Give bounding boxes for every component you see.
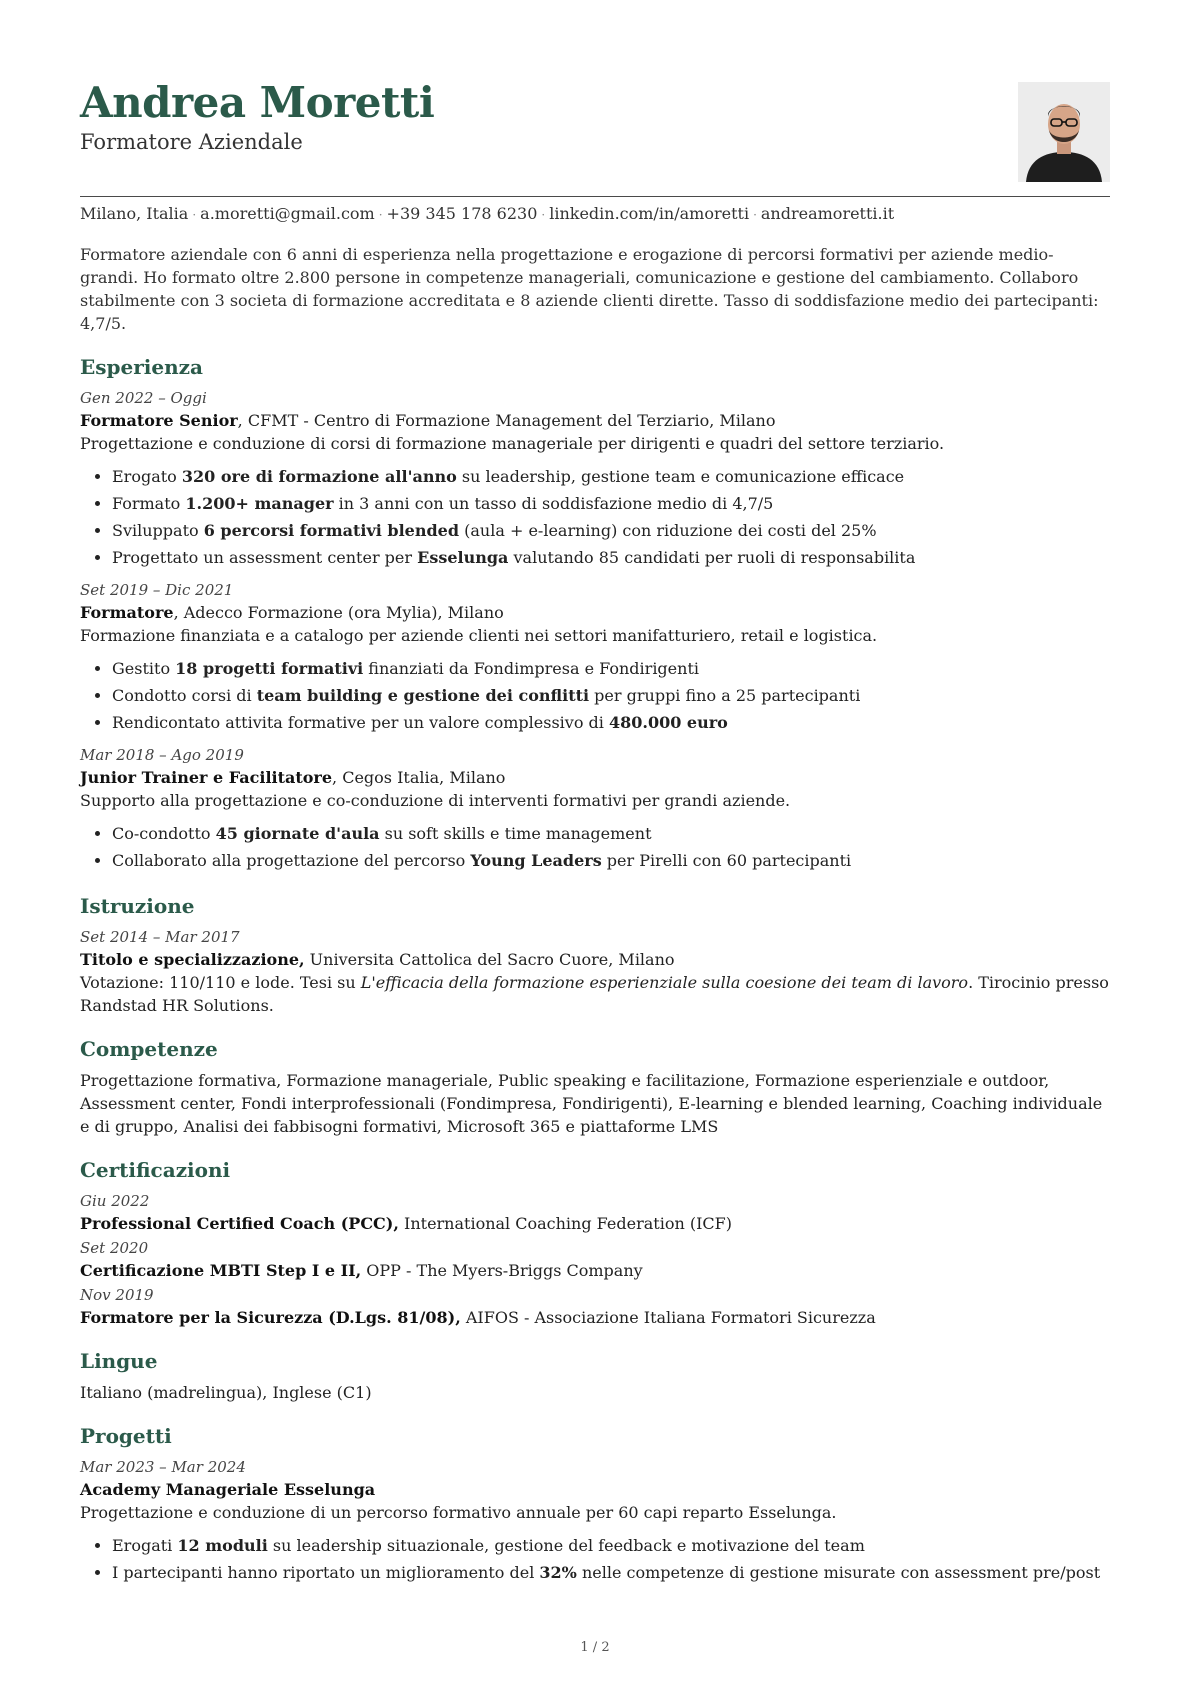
contact-phone[interactable]: +39 345 178 6230: [386, 204, 538, 223]
contact-website[interactable]: andreamoretti.it: [760, 204, 895, 223]
separator: ·: [541, 208, 546, 222]
resume-header: [80, 80, 1110, 197]
entry-heading: Professional Certified Coach (PCC), International Coaching Federation (ICF): [80, 1214, 732, 1233]
list-item: • Formato 1.200+ manager in 3 anni con un tasso di soddisfazione medio di 4,7/5: [112, 490, 1110, 517]
entry-heading: [80, 409, 1110, 432]
section-title-education: Istruzione: [80, 894, 195, 918]
entry-title: Titolo e specializzazione,: [80, 950, 305, 969]
skills-text: Progettazione formativa, Formazione manageriale, Public speaking e facilitazione, Formazione esperienziale e outdoor, Assessment center, Fondi interprofessionali (Fondimpresa, Fondirigenti), E-learning e blended learning, Coaching individuale e di gruppo, Analisi dei fabbisogni formativi, Microsoft 365 e piattaforme LMS: [80, 1071, 1103, 1136]
entry-title: Junior Trainer e Facilitatore: [80, 768, 333, 787]
list-item: • I partecipanti hanno riportato un miglioramento del 32% nelle competenze di gestione misurate con assessment pre/post: [112, 1559, 1110, 1586]
section-title-projects: Progetti: [80, 1424, 172, 1448]
profile-photo: [1018, 82, 1110, 182]
candidate-role: Formatore Aziendale: [80, 130, 303, 155]
list-item: • Erogati 12 moduli su leadership situazionale, gestione del feedback e motivazione del team: [112, 1532, 1110, 1559]
entry-date: Mar 2023 – Mar 2024: [80, 1458, 246, 1476]
contact-line: [80, 204, 1110, 223]
section-title-skills: Competenze: [80, 1037, 218, 1061]
separator: ·: [753, 208, 757, 222]
list-item: • Co-condotto 45 giornate d'aula su soft skills e time management: [112, 820, 1110, 847]
page-number: 1 / 2: [580, 1640, 610, 1655]
entry-date: Set 2019 – Dic 2021: [80, 581, 234, 599]
experience-entry: [80, 744, 1110, 874]
project-entry: [80, 1456, 1110, 1586]
certification-entry: [80, 1190, 1110, 1235]
section-title-experience: Esperienza: [80, 355, 203, 379]
list-item: • Gestito 18 progetti formativi finanziati da Fondimpresa e Fondirigenti: [112, 655, 1110, 682]
entry-description: Progettazione e conduzione di corsi di formazione manageriale per dirigenti e quadri del settore terziario.: [80, 434, 945, 453]
entry-date: Set 2014 – Mar 2017: [80, 928, 240, 946]
entry-title: Academy Manageriale Esselunga: [80, 1480, 376, 1499]
education-entry: [80, 926, 1110, 1017]
contact-email[interactable]: a.moretti@gmail.com: [200, 204, 375, 223]
entry-heading: Certificazione MBTI Step I e II, OPP - The Myers-Briggs Company: [80, 1261, 643, 1280]
list-item: • Rendicontato attivita formative per un valore complessivo di 480.000 euro: [112, 709, 1110, 736]
entry-bullets: [80, 820, 1110, 874]
experience-entry: [80, 579, 1110, 736]
contact-location: Milano, Italia: [80, 204, 189, 223]
list-item: • Collaborato alla progettazione del percorso Young Leaders per Pirelli con 60 partecipanti: [112, 847, 1110, 874]
entry-description: Supporto alla progettazione e co-conduzione di interventi formativi per grandi aziende.: [80, 791, 791, 810]
entry-bullets: [80, 655, 1110, 736]
experience-entry: [80, 387, 1110, 571]
contact-linkedin[interactable]: linkedin.com/in/amoretti: [549, 204, 750, 223]
list-item: • Sviluppato 6 percorsi formativi blended (aula + e-learning) con riduzione dei costi del 25%: [112, 517, 1110, 544]
certification-entry: [80, 1237, 1110, 1282]
section-title-certifications: Certificazioni: [80, 1158, 231, 1182]
entry-date: Gen 2022 – Oggi: [80, 389, 207, 407]
entry-bullets: [80, 463, 1110, 571]
entry-heading: [80, 1478, 1110, 1501]
entry-bullets: [80, 1532, 1110, 1586]
candidate-name: Andrea Moretti: [80, 78, 435, 127]
entry-date: Set 2020: [80, 1239, 149, 1257]
entry-org: , CFMT - Centro di Formazione Management del Terziario, Milano: [237, 411, 776, 430]
entry-org: , Cegos Italia, Milano: [332, 768, 506, 787]
profile-photo-icon: [1018, 82, 1110, 182]
separator: ·: [378, 208, 383, 222]
entry-title: Formatore Senior: [80, 411, 238, 430]
entry-org: , Adecco Formazione (ora Mylia), Milano: [173, 603, 504, 622]
entry-date: Giu 2022: [80, 1192, 150, 1210]
entry-date: Mar 2018 – Ago 2019: [80, 746, 244, 764]
separator: ·: [192, 208, 197, 222]
entry-description: Formazione finanziata e a catalogo per aziende clienti nei settori manifatturiero, retail e logistica.: [80, 626, 878, 645]
entry-heading: Formatore per la Sicurezza (D.Lgs. 81/08), AIFOS - Associazione Italiana Formatori Sicurezza: [80, 1308, 876, 1327]
summary: Formatore aziendale con 6 anni di esperienza nella progettazione e erogazione di percorsi formativi per aziende medio-grandi. Ho formato oltre 2.800 persone in competenze manageriali, comunicazione e gestione del cambiamento. Collaboro stabilmente con 3 societa di formazione accreditata e 8 aziende clienti dirette. Tasso di soddisfazione medio dei partecipanti: 4,7/5.: [80, 245, 1099, 333]
entry-heading: [80, 948, 1110, 971]
entry-description: Votazione: 110/110 e lode. Tesi su L'efficacia della formazione esperienziale sulla coesione dei team di lavoro. Tirocinio presso Randstad HR Solutions.: [80, 973, 1109, 1015]
entry-date: Nov 2019: [80, 1286, 154, 1304]
list-item: • Progettato un assessment center per Esselunga valutando 85 candidati per ruoli di responsabilita: [112, 544, 1110, 571]
entry-description: Progettazione e conduzione di un percorso formativo annuale per 60 capi reparto Esselunga.: [80, 1503, 837, 1522]
section-title-languages: Lingue: [80, 1349, 158, 1373]
entry-heading: [80, 601, 1110, 624]
list-item: • Erogato 320 ore di formazione all'anno su leadership, gestione team e comunicazione efficace: [112, 463, 1110, 490]
certification-entry: [80, 1284, 1110, 1329]
list-item: • Condotto corsi di team building e gestione dei conflitti per gruppi fino a 25 partecipanti: [112, 682, 1110, 709]
entry-title: Formatore: [80, 603, 174, 622]
languages-text: Italiano (madrelingua), Inglese (C1): [80, 1383, 372, 1402]
entry-org: Universita Cattolica del Sacro Cuore, Milano: [304, 950, 675, 969]
entry-heading: [80, 766, 1110, 789]
